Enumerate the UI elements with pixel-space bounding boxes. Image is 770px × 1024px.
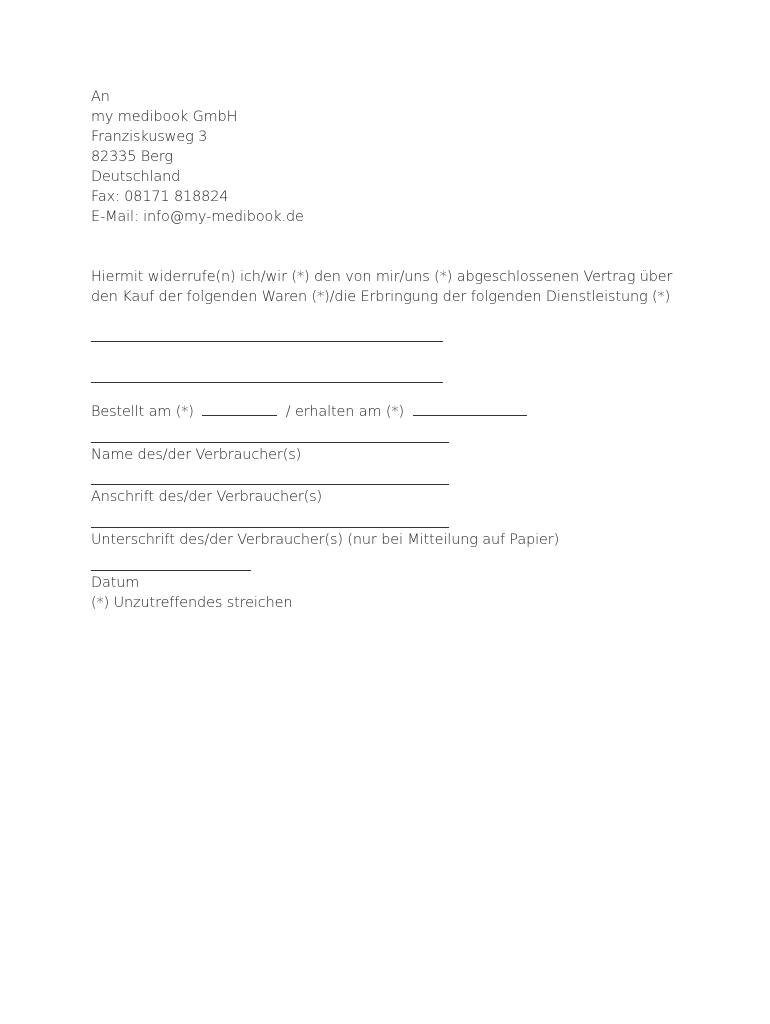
name-label: Name des/der Verbraucher(s) xyxy=(91,447,302,463)
email: E-Mail: info@my-medibook.de xyxy=(91,209,304,225)
country: Deutschland xyxy=(91,169,181,185)
fax: Fax: 08171 818824 xyxy=(91,189,229,205)
footnote: (*) Unzutreffendes streichen xyxy=(91,595,293,611)
recipient-address xyxy=(91,87,691,227)
received-date-blank[interactable] xyxy=(413,401,527,416)
order-dates-row xyxy=(91,401,691,421)
ordered-date-blank[interactable] xyxy=(202,401,277,416)
date-label: Datum xyxy=(91,575,140,591)
received-label: / erhalten am (*) xyxy=(285,404,405,420)
withdrawal-form xyxy=(91,87,691,613)
statement-line-1: Hiermit widerrufe(n) ich/wir (*) den von mir/uns (*) abgeschlossenen Vertrag über xyxy=(91,269,673,285)
address-label: Anschrift des/der Verbraucher(s) xyxy=(91,489,323,505)
street: Franziskusweg 3 xyxy=(91,129,208,145)
company-name: my medibook GmbH xyxy=(91,109,238,125)
signature-label: Unterschrift des/der Verbraucher(s) (nur bei Mitteilung auf Papier) xyxy=(91,532,560,548)
ordered-label: Bestellt am (*) xyxy=(91,404,194,420)
city: 82335 Berg xyxy=(91,149,173,165)
address-to: An xyxy=(91,89,110,105)
statement-line-2: den Kauf der folgenden Waren (*)/die Erbringung der folgenden Dienstleistung (*) xyxy=(91,289,671,305)
withdrawal-statement xyxy=(91,267,691,307)
